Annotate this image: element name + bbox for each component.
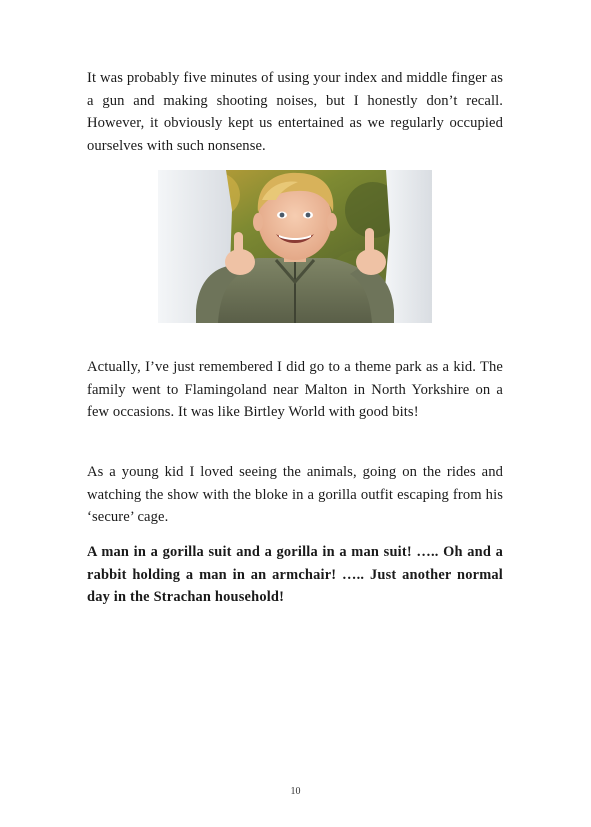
paragraph-gorilla-show: As a young kid I loved seeing the animals, going on the rides and watching the show with the bloke in a gorilla outfit escaping from his ‘secure’ cage. (87, 464, 503, 525)
paragraph-theme-park: Actually, I’ve just remembered I did go to a theme park as a kid. The family went to Flamingoland near Malton in North Yorkshire on a few occasions. It was like Birtley World with good bits! (87, 359, 503, 420)
paragraph-bold-closing: A man in a gorilla suit and a gorilla in a man suit! ….. Oh and a rabbit holding a man in an armchair! ….. Just another normal day in the Strachan household! (87, 544, 503, 605)
page-number: 10 (290, 786, 301, 797)
paragraph-finger-gun: It was probably five minutes of using your index and middle finger as a gun and making shooting noises, but I honestly don’t recall. However, it obviously kept us entertained as we regularly occupied ourselves with such nonsense. (87, 70, 503, 154)
photo-boy-thumbs-up (158, 170, 432, 323)
